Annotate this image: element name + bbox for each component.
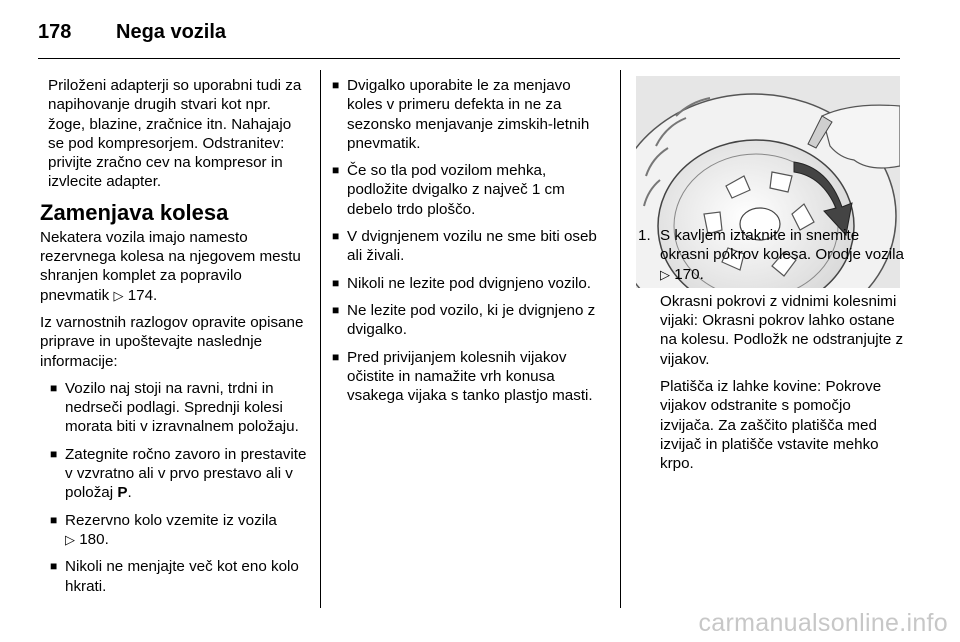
list-item-text: Nikoli ne menjajte več kot eno kolo hkrati. xyxy=(65,558,299,595)
bullet-list xyxy=(330,76,610,405)
reference-arrow-icon: ▷ xyxy=(65,531,75,547)
list-item xyxy=(330,161,610,219)
square-bullet-icon: ■ xyxy=(332,78,340,92)
paragraph-text: Nekatera vozila imajo namesto rezervnega kolesa na njegovem mestu shranjen komplet za popravilo pnevmatik xyxy=(40,228,301,304)
square-bullet-icon: ■ xyxy=(50,512,58,527)
paragraph xyxy=(40,228,310,305)
page-reference-link[interactable]: 180. xyxy=(79,530,109,548)
column-divider xyxy=(320,70,321,608)
list-item xyxy=(48,379,310,437)
page-reference-link[interactable]: 170. xyxy=(674,265,704,283)
list-item xyxy=(48,557,310,596)
column-left xyxy=(40,76,310,604)
list-item-text: Ne lezite pod vozilo, ki je dvignjeno z dvigalko. xyxy=(347,301,596,339)
column-middle xyxy=(330,76,610,413)
reference-arrow-icon: ▷ xyxy=(660,266,670,282)
list-item-text: V dvignjenem vozilu ne sme biti oseb ali živali. xyxy=(347,228,597,265)
list-item-text: . xyxy=(127,484,132,502)
page-title: Nega vozila xyxy=(116,20,227,43)
list-item xyxy=(330,274,610,293)
step-text-body: S kavljem iztaknite in snemite okrasni pokrov kolesa. Orodje vozila xyxy=(660,227,904,264)
reference-arrow-icon: ▷ xyxy=(113,287,124,303)
section-heading: Zamenjava kolesa xyxy=(40,199,229,225)
page-header xyxy=(38,14,226,50)
list-item xyxy=(48,445,310,503)
step-item xyxy=(636,226,904,474)
step-number: 1. xyxy=(638,227,651,244)
square-bullet-icon: ■ xyxy=(332,349,340,364)
paragraph: Okrasni pokrovi z vidnimi kolesnimi vijaki: Okrasni pokrov lahko ostane na kolesu. Podložk ne odstranjujte z vijakov. xyxy=(660,292,904,368)
square-bullet-icon: ■ xyxy=(332,229,340,244)
list-item-text: Vozilo naj stoji na ravni, trdni in nedrseči podlagi. Sprednji kolesi morata biti v izravnalnem položaju. xyxy=(65,379,299,436)
step-list xyxy=(636,226,904,474)
page-reference-link[interactable]: 174. xyxy=(127,286,158,304)
list-item xyxy=(48,511,310,550)
paragraph: Platišča iz lahke kovine: Pokrove vijakov odstranite s pomočjo izvijača. Za zaščito platišča med izvijač in platišče vstavite mehko krpo. xyxy=(660,378,882,473)
square-bullet-icon: ■ xyxy=(332,163,340,178)
intro-paragraph: Priloženi adapterji so uporabni tudi za napihovanje drugih stvari kot npr. žoge, blazine, zračnice itn. Nahajajo se pod kompresorjem. Odstranitev: privijte zračno cev na kompresor in izvlecite adapter. xyxy=(48,77,302,191)
square-bullet-icon: ■ xyxy=(50,380,58,395)
list-item xyxy=(330,348,610,406)
list-item xyxy=(330,301,610,340)
column-right xyxy=(636,226,904,482)
list-item-text: Rezervno kolo vzemite iz vozila xyxy=(65,511,277,529)
square-bullet-icon: ■ xyxy=(50,446,58,461)
list-item xyxy=(330,227,610,266)
header-rule xyxy=(38,58,900,59)
list-item-text: Zategnite ročno zavoro in prestavite v vzvratno ali v prvo prestavo ali v položaj xyxy=(65,445,307,502)
list-item-text: Pred privijanjem kolesnih vijakov očistite in namažite vrh konusa vsakega vijaka s tanko plastjo masti. xyxy=(347,348,593,405)
step-text xyxy=(660,226,904,284)
square-bullet-icon: ■ xyxy=(332,302,340,317)
list-item-text: Nikoli ne lezite pod dvignjeno vozilo. xyxy=(347,274,591,292)
watermark: carmanualsonline.info xyxy=(698,609,948,637)
square-bullet-icon: ■ xyxy=(332,275,340,290)
list-item-text: Če so tla pod vozilom mehka, podložite dvigalko z največ 1 cm debelo trdo ploščo. xyxy=(347,162,565,218)
page-number: 178 xyxy=(38,20,72,43)
list-item-text: Dvigalko uporabite le za menjavo koles v primeru defekta in ne za sezonsko menjavanje zimskih-letnih pnevmatik. xyxy=(347,77,590,152)
square-bullet-icon: ■ xyxy=(50,559,58,574)
list-item xyxy=(330,76,610,153)
column-divider xyxy=(620,70,621,608)
gear-position-label: P xyxy=(117,484,128,502)
bullet-list xyxy=(40,379,310,596)
paragraph: Iz varnostnih razlogov opravite opisane priprave in upoštevajte naslednje informacije: xyxy=(40,313,304,370)
